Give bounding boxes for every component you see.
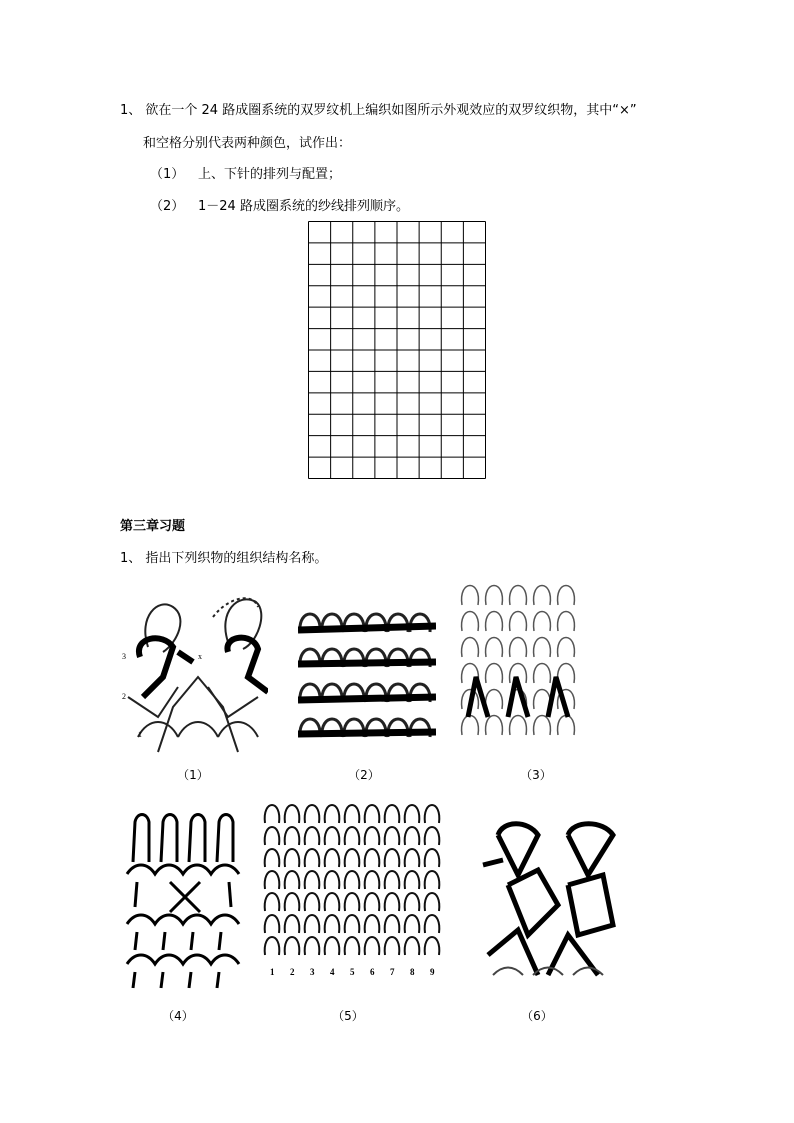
knit-loop [305, 849, 320, 867]
figure-1-mark-3: 3 [122, 652, 126, 661]
knit-loop [305, 827, 320, 845]
figure-2-caption: （2） [348, 768, 380, 782]
knit-loop [486, 612, 503, 632]
knit-loop [425, 849, 440, 867]
knit-loop [345, 849, 360, 867]
knit-loop [486, 664, 503, 684]
figure-5-column-label: 3 [310, 967, 315, 977]
knit-loop [534, 638, 551, 658]
figure-3-knit-diagram [458, 577, 584, 757]
knit-loop [305, 893, 320, 911]
figure-5-caption: （5） [332, 1009, 364, 1023]
knit-loop [325, 827, 340, 845]
knit-loop [365, 871, 380, 889]
knit-loop [345, 937, 360, 955]
knit-loop [425, 915, 440, 933]
knit-loop [345, 805, 360, 823]
knit-loop [285, 937, 300, 955]
knit-loop [558, 586, 575, 606]
knit-loop [325, 893, 340, 911]
knit-loop [365, 805, 380, 823]
sub-question-1-text: 上、下针的排列与配置； [198, 167, 342, 182]
knit-loop [365, 937, 380, 955]
figure-5-column-label: 6 [370, 967, 375, 977]
knit-loop [462, 612, 479, 632]
sub-question-2-text: 1－24 路成圈系统的纱线排列顺序。 [198, 199, 409, 214]
knit-loop [385, 937, 400, 955]
knit-loop [265, 805, 280, 823]
knit-loop [510, 638, 527, 658]
knit-loop [385, 893, 400, 911]
sub-question-2-number: （2） [150, 199, 185, 214]
knit-loop [510, 586, 527, 606]
knit-loop [345, 915, 360, 933]
knit-loop [385, 805, 400, 823]
knit-loop [405, 915, 420, 933]
knit-loop [325, 871, 340, 889]
figure-6-caption: （6） [521, 1009, 553, 1023]
knit-loop [345, 893, 360, 911]
figure-5-knit-diagram [258, 797, 448, 987]
knit-loop [405, 937, 420, 955]
knit-loop [486, 638, 503, 658]
chapter-title: 第三章习题 [120, 519, 186, 534]
knit-loop [325, 937, 340, 955]
question-1-line-2: 和空格分别代表两种颜色，试作出： [143, 136, 352, 151]
knit-loop [486, 586, 503, 606]
knit-loop [510, 716, 527, 736]
knit-loop [385, 849, 400, 867]
knit-loop [285, 805, 300, 823]
knit-loop [405, 849, 420, 867]
knit-loop [425, 871, 440, 889]
knit-loop [285, 915, 300, 933]
knit-loop [385, 915, 400, 933]
knit-loop [365, 849, 380, 867]
figure-2-knit-diagram [298, 602, 436, 747]
question-1-line-1: 1、 欲在一个 24 路成圈系统的双罗纹机上编织如图所示外观效应的双罗纹织物，其中“×” [120, 103, 637, 118]
knit-loop [425, 827, 440, 845]
chapter-question-1: 1、 指出下列织物的组织结构名称。 [120, 551, 328, 566]
figure-5-column-label: 2 [290, 967, 295, 977]
knit-loop [405, 893, 420, 911]
figure-1-knit-diagram [118, 587, 268, 757]
knit-loop [265, 871, 280, 889]
knit-loop [305, 915, 320, 933]
knit-loop [534, 586, 551, 606]
knit-loop [405, 827, 420, 845]
figure-5-column-label: 4 [330, 967, 335, 977]
knit-loop [558, 716, 575, 736]
sub-question-1-number: （1） [150, 167, 185, 182]
knit-loop [462, 716, 479, 736]
figure-1-mark-2: 2 [122, 692, 126, 701]
knit-loop [534, 664, 551, 684]
knit-loop [385, 871, 400, 889]
figure-5-column-label: 1 [270, 967, 275, 977]
knit-loop [425, 893, 440, 911]
knit-loop [325, 915, 340, 933]
knit-loop [405, 805, 420, 823]
figure-1-caption: （1） [177, 768, 209, 782]
knit-loop [486, 716, 503, 736]
knit-loop [510, 612, 527, 632]
knit-loop [305, 805, 320, 823]
knit-loop [558, 664, 575, 684]
knit-loop [462, 586, 479, 606]
figure-5-column-label: 9 [430, 967, 435, 977]
knit-loop [265, 849, 280, 867]
knit-loop [534, 612, 551, 632]
figure-1-mark-1: 1 [138, 730, 142, 739]
figure-6-knit-diagram [478, 815, 628, 990]
knit-loop [345, 871, 360, 889]
knit-loop [558, 638, 575, 658]
knit-loop [558, 612, 575, 632]
knit-loop [365, 827, 380, 845]
figure-4-caption: （4） [162, 1009, 194, 1023]
knit-loop [462, 638, 479, 658]
knit-loop [265, 915, 280, 933]
knit-loop [425, 805, 440, 823]
figure-3-caption: （3） [520, 768, 552, 782]
figure-1-mark-x: x [198, 652, 202, 661]
knit-loop [305, 937, 320, 955]
figure-5-column-label: 8 [410, 967, 415, 977]
knit-loop [534, 716, 551, 736]
knit-loop [405, 871, 420, 889]
knit-loop [425, 937, 440, 955]
knit-loop [345, 827, 360, 845]
figure-5-column-label: 7 [390, 967, 395, 977]
knit-loop [325, 805, 340, 823]
knit-loop [365, 893, 380, 911]
knit-loop [265, 937, 280, 955]
knit-loop [285, 871, 300, 889]
knit-loop [265, 893, 280, 911]
knit-loop [285, 827, 300, 845]
figure-5-column-label: 5 [350, 967, 355, 977]
knit-loop [265, 827, 280, 845]
knit-loop [285, 849, 300, 867]
knit-loop [285, 893, 300, 911]
figure-4-knit-diagram [125, 812, 245, 990]
knit-loop [486, 690, 503, 710]
knit-loop [365, 915, 380, 933]
knit-loop [325, 849, 340, 867]
answer-grid [308, 221, 486, 479]
knit-loop [305, 871, 320, 889]
knit-loop [385, 827, 400, 845]
